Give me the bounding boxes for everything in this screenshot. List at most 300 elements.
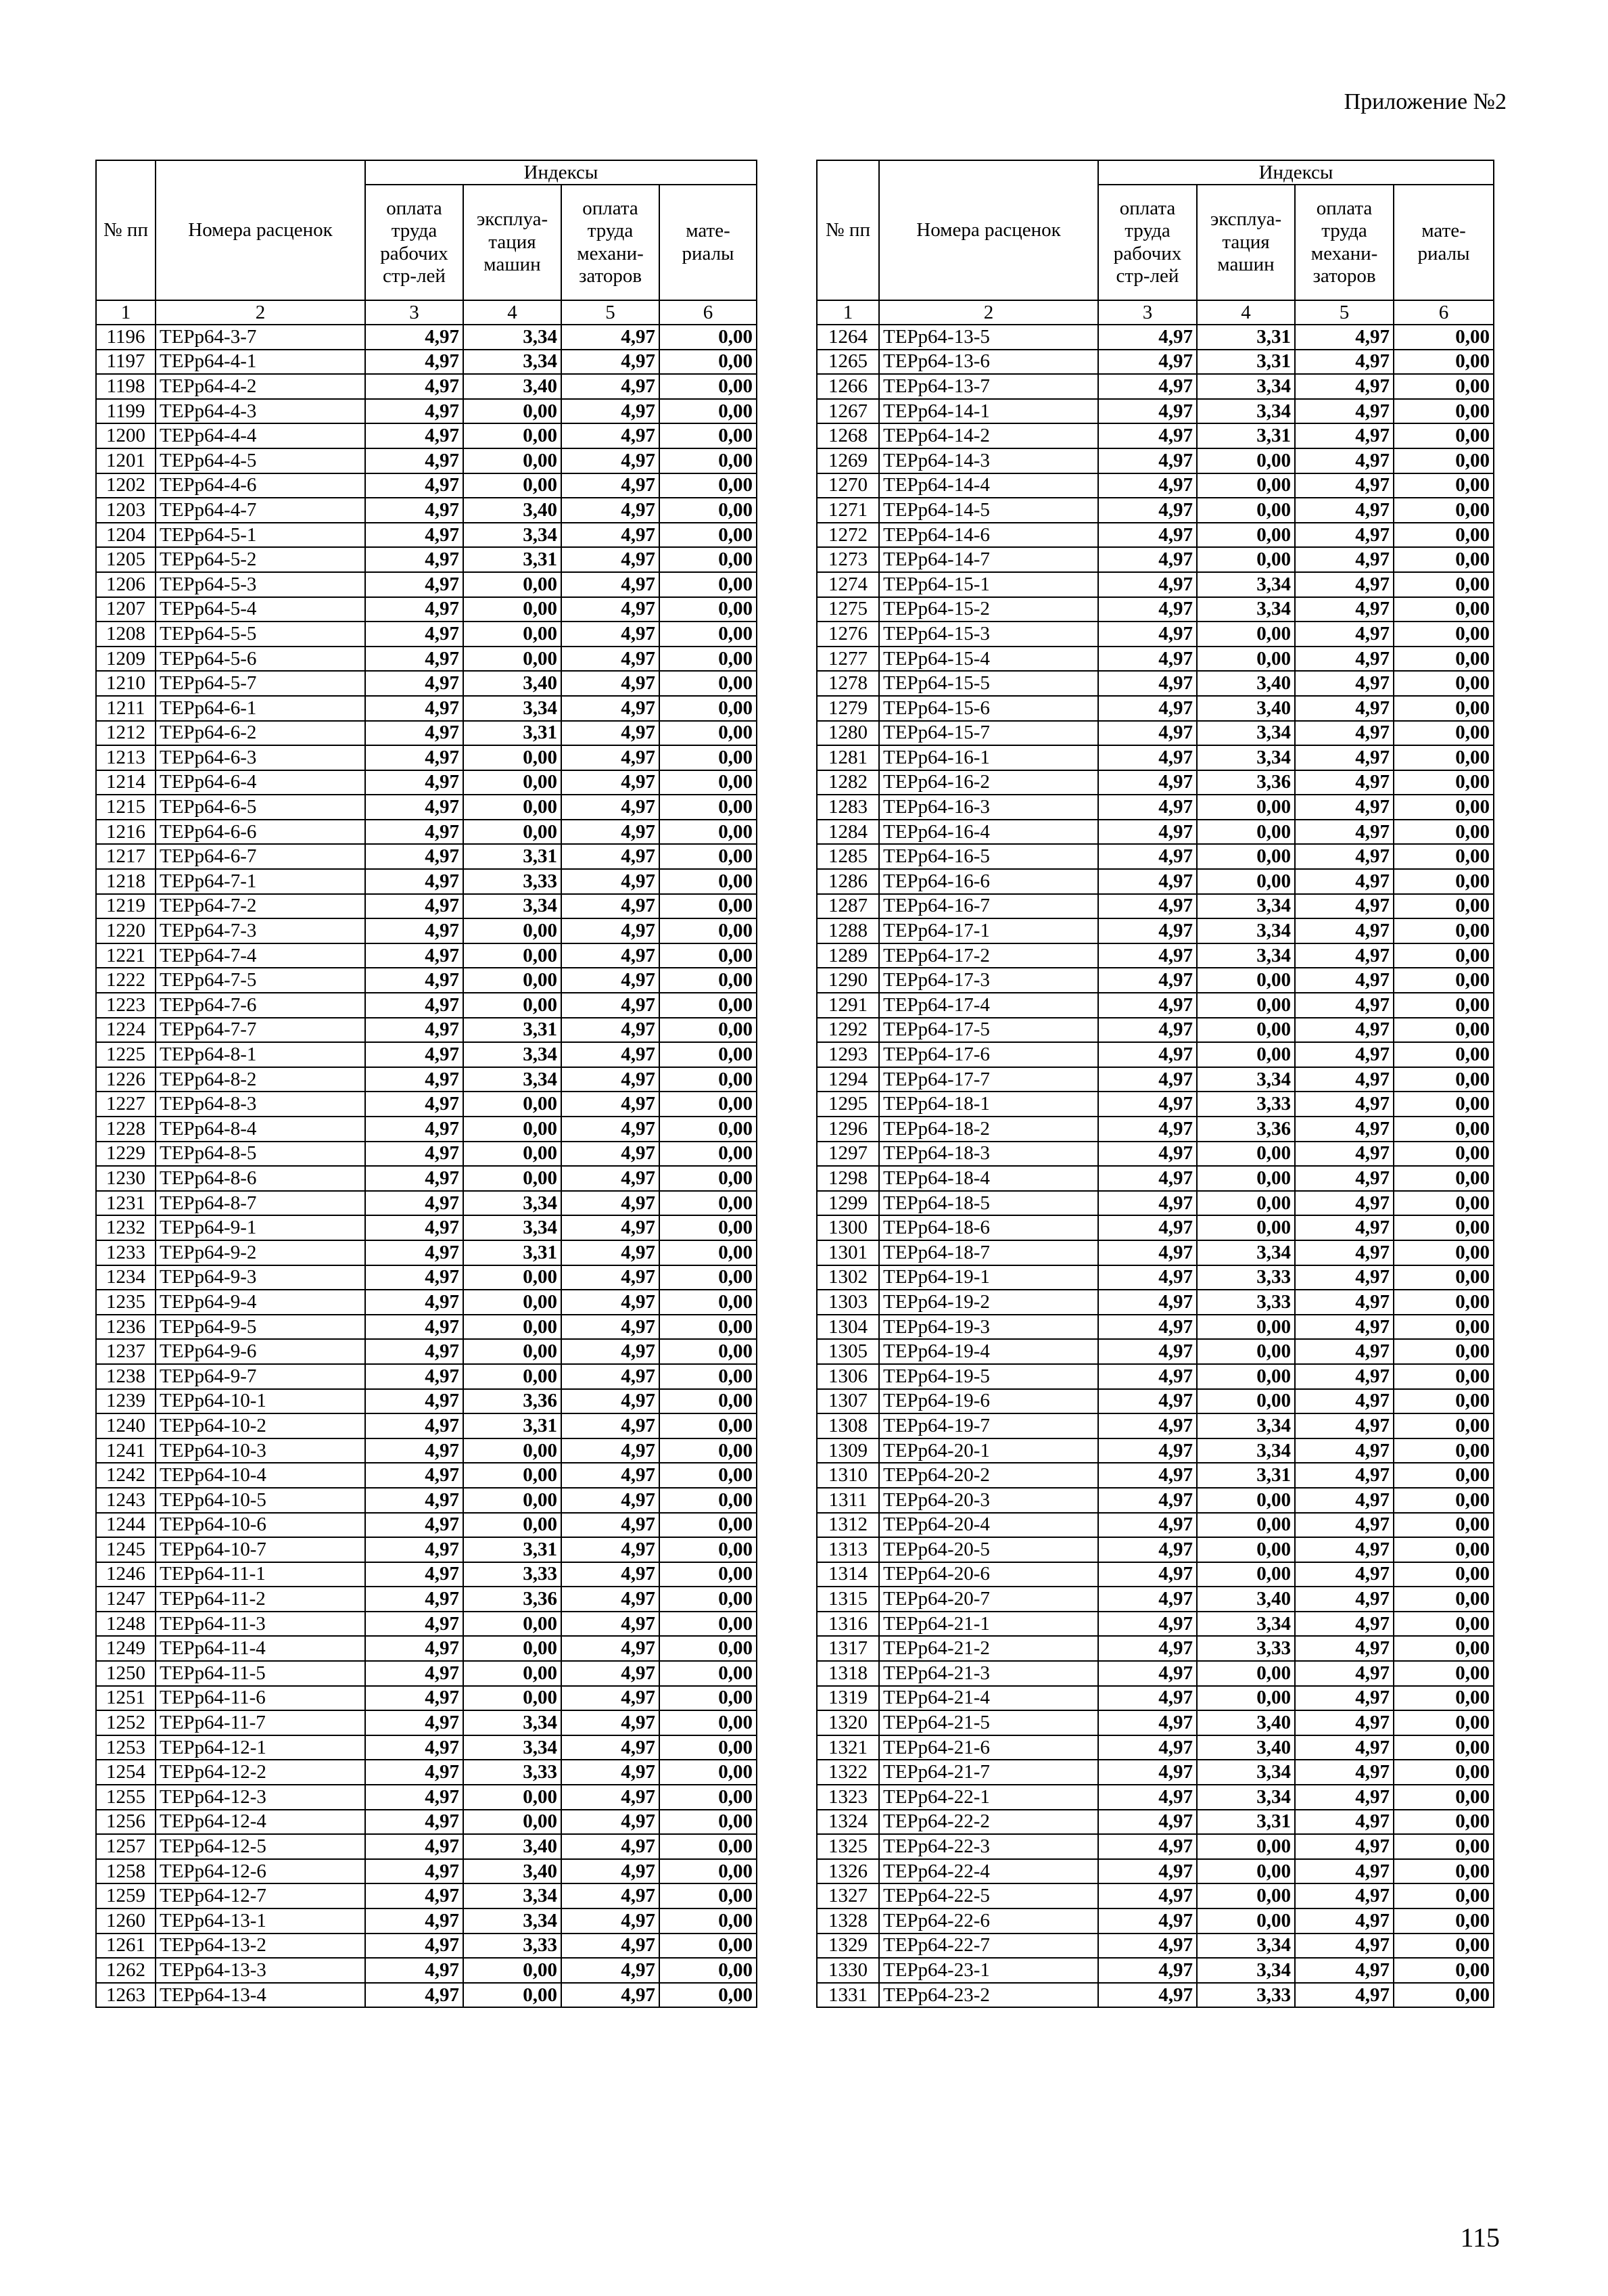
labor-index: 4,97	[1098, 1018, 1197, 1043]
machinist-index: 4,97	[561, 1290, 659, 1315]
table-row	[817, 1883, 1494, 1908]
table-row	[96, 770, 757, 795]
machine-index: 3,31	[1197, 350, 1295, 375]
machinist-index: 4,97	[561, 770, 659, 795]
machinist-index: 4,97	[561, 1636, 659, 1661]
row-number: 1262	[96, 1958, 156, 1983]
materials-index: 0,00	[659, 795, 757, 820]
materials-index: 0,00	[659, 597, 757, 622]
machine-index: 0,00	[463, 647, 561, 672]
rate-code: ТЕРр64-9-7	[156, 1364, 365, 1389]
table-row	[817, 1934, 1494, 1959]
table-row	[817, 399, 1494, 424]
row-number: 1252	[96, 1710, 156, 1735]
machine-index: 0,00	[1197, 1339, 1295, 1364]
machine-index: 0,00	[463, 968, 561, 993]
machine-index: 3,34	[1197, 894, 1295, 919]
labor-index: 4,97	[365, 1883, 463, 1908]
row-number: 1239	[96, 1389, 156, 1414]
materials-index: 0,00	[659, 993, 757, 1018]
rate-code: ТЕРр64-20-1	[879, 1438, 1098, 1463]
machine-index: 3,33	[463, 869, 561, 894]
labor-index: 4,97	[1098, 1883, 1197, 1908]
rate-code: ТЕРр64-19-6	[879, 1389, 1098, 1414]
machinist-index: 4,97	[1295, 1934, 1394, 1959]
labor-index: 4,97	[1098, 1438, 1197, 1463]
labor-index: 4,97	[365, 1661, 463, 1686]
machinist-index: 4,97	[1295, 547, 1394, 572]
machinist-index: 4,97	[561, 1760, 659, 1785]
machine-index: 3,34	[1197, 721, 1295, 746]
labor-index: 4,97	[365, 1018, 463, 1043]
rate-code: ТЕРр64-16-1	[879, 745, 1098, 770]
materials-index: 0,00	[1394, 473, 1494, 498]
page-number: 115	[1460, 2222, 1500, 2253]
rate-code: ТЕРр64-13-4	[156, 1983, 365, 2008]
labor-index: 4,97	[1098, 1191, 1197, 1216]
table-row	[96, 1983, 757, 2008]
header-materials: мате- риалы	[659, 185, 757, 300]
rate-code: ТЕРр64-18-5	[879, 1191, 1098, 1216]
machinist-index: 4,97	[561, 696, 659, 721]
labor-index: 4,97	[365, 350, 463, 375]
machine-index: 0,00	[1197, 1686, 1295, 1711]
table-row	[96, 1513, 757, 1538]
table-row	[96, 820, 757, 845]
rate-code: ТЕРр64-16-5	[879, 844, 1098, 869]
machinist-index: 4,97	[1295, 622, 1394, 647]
row-number: 1301	[817, 1240, 879, 1265]
table-row	[96, 325, 757, 350]
machine-index: 0,00	[1197, 1661, 1295, 1686]
machinist-index: 4,97	[561, 399, 659, 424]
row-number: 1284	[817, 820, 879, 845]
machinist-index: 4,97	[561, 1067, 659, 1092]
machine-index: 0,00	[463, 1364, 561, 1389]
machine-index: 3,40	[463, 498, 561, 523]
machine-index: 3,34	[1197, 1612, 1295, 1637]
rate-code: ТЕРр64-18-7	[879, 1240, 1098, 1265]
machinist-index: 4,97	[561, 844, 659, 869]
machinist-index: 4,97	[1295, 1587, 1394, 1612]
materials-index: 0,00	[1394, 918, 1494, 943]
colnum: 2	[879, 300, 1098, 325]
machinist-index: 4,97	[1295, 1859, 1394, 1884]
table-row	[817, 1364, 1494, 1389]
table-row	[817, 1834, 1494, 1859]
machine-index: 0,00	[1197, 968, 1295, 993]
materials-index: 0,00	[1394, 1587, 1494, 1612]
materials-index: 0,00	[659, 894, 757, 919]
row-number: 1304	[817, 1315, 879, 1340]
labor-index: 4,97	[1098, 745, 1197, 770]
materials-index: 0,00	[1394, 1117, 1494, 1142]
table-row	[96, 1265, 757, 1290]
rate-code: ТЕРр64-12-7	[156, 1883, 365, 1908]
machinist-index: 4,97	[1295, 448, 1394, 473]
materials-index: 0,00	[659, 1859, 757, 1884]
rate-code: ТЕРр64-5-2	[156, 547, 365, 572]
machine-index: 0,00	[463, 1983, 561, 2008]
machinist-index: 4,97	[561, 1463, 659, 1488]
machinist-index: 4,97	[561, 1710, 659, 1735]
materials-index: 0,00	[1394, 770, 1494, 795]
labor-index: 4,97	[1098, 622, 1197, 647]
machine-index: 3,31	[463, 844, 561, 869]
materials-index: 0,00	[659, 1760, 757, 1785]
rate-code: ТЕРр64-17-3	[879, 968, 1098, 993]
materials-index: 0,00	[1394, 894, 1494, 919]
machinist-index: 4,97	[561, 350, 659, 375]
table-row	[96, 1735, 757, 1760]
table-row	[96, 473, 757, 498]
materials-index: 0,00	[659, 1067, 757, 1092]
machinist-index: 4,97	[1295, 1983, 1394, 2008]
rate-code: ТЕРр64-7-6	[156, 993, 365, 1018]
materials-index: 0,00	[659, 1339, 757, 1364]
machinist-index: 4,97	[561, 374, 659, 399]
row-number: 1293	[817, 1042, 879, 1067]
machine-index: 0,00	[1197, 844, 1295, 869]
row-number: 1226	[96, 1067, 156, 1092]
rate-code: ТЕРр64-5-3	[156, 572, 365, 597]
materials-index: 0,00	[659, 1265, 757, 1290]
table-row	[817, 622, 1494, 647]
machine-index: 3,31	[1197, 423, 1295, 448]
machine-index: 3,36	[463, 1587, 561, 1612]
row-number: 1297	[817, 1142, 879, 1167]
labor-index: 4,97	[1098, 1092, 1197, 1117]
row-number: 1199	[96, 399, 156, 424]
row-number: 1295	[817, 1092, 879, 1117]
rate-code: ТЕРр64-15-1	[879, 572, 1098, 597]
materials-index: 0,00	[659, 399, 757, 424]
row-number: 1218	[96, 869, 156, 894]
machine-index: 3,34	[463, 1191, 561, 1216]
table-row	[817, 1315, 1494, 1340]
row-number: 1240	[96, 1413, 156, 1438]
machine-index: 3,34	[463, 1710, 561, 1735]
labor-index: 4,97	[1098, 523, 1197, 548]
labor-index: 4,97	[365, 968, 463, 993]
materials-index: 0,00	[1394, 1290, 1494, 1315]
machinist-index: 4,97	[561, 1339, 659, 1364]
machinist-index: 4,97	[561, 1859, 659, 1884]
rate-code: ТЕРр64-21-6	[879, 1735, 1098, 1760]
table-row	[817, 1636, 1494, 1661]
machinist-index: 4,97	[561, 869, 659, 894]
machine-index: 3,34	[1197, 1934, 1295, 1959]
rate-code: ТЕРр64-13-5	[879, 325, 1098, 350]
machine-index: 3,40	[1197, 1710, 1295, 1735]
materials-index: 0,00	[1394, 1389, 1494, 1414]
row-number: 1317	[817, 1636, 879, 1661]
row-number: 1200	[96, 423, 156, 448]
materials-index: 0,00	[1394, 1067, 1494, 1092]
rate-code: ТЕРр64-4-2	[156, 374, 365, 399]
rate-code: ТЕРр64-6-4	[156, 770, 365, 795]
machine-index: 0,00	[463, 943, 561, 968]
row-number: 1225	[96, 1042, 156, 1067]
machine-index: 3,34	[1197, 572, 1295, 597]
machinist-index: 4,97	[561, 1389, 659, 1414]
machinist-index: 4,97	[561, 325, 659, 350]
labor-index: 4,97	[365, 1240, 463, 1265]
table-row	[817, 770, 1494, 795]
materials-index: 0,00	[659, 1018, 757, 1043]
rate-code: ТЕРр64-17-2	[879, 943, 1098, 968]
materials-index: 0,00	[659, 844, 757, 869]
labor-index: 4,97	[1098, 894, 1197, 919]
machine-index: 3,34	[463, 1042, 561, 1067]
labor-index: 4,97	[1098, 1488, 1197, 1513]
materials-index: 0,00	[1394, 1883, 1494, 1908]
machinist-index: 4,97	[561, 1834, 659, 1859]
materials-index: 0,00	[659, 1612, 757, 1637]
labor-index: 4,97	[1098, 1413, 1197, 1438]
materials-index: 0,00	[1394, 1760, 1494, 1785]
labor-index: 4,97	[1098, 547, 1197, 572]
rate-code: ТЕРр64-8-1	[156, 1042, 365, 1067]
materials-index: 0,00	[659, 1661, 757, 1686]
labor-index: 4,97	[365, 1488, 463, 1513]
table-row	[817, 1117, 1494, 1142]
rate-code: ТЕРр64-19-3	[879, 1315, 1098, 1340]
machinist-index: 4,97	[1295, 968, 1394, 993]
machine-index: 0,00	[1197, 1389, 1295, 1414]
row-number: 1228	[96, 1117, 156, 1142]
header-machines: эксплуа- тация машин	[463, 185, 561, 300]
machine-index: 0,00	[463, 473, 561, 498]
table-row	[817, 1587, 1494, 1612]
table-row	[96, 523, 757, 548]
rate-code: ТЕРр64-15-4	[879, 647, 1098, 672]
table-row	[817, 820, 1494, 845]
labor-index: 4,97	[1098, 1117, 1197, 1142]
rate-code: ТЕРр64-12-2	[156, 1760, 365, 1785]
machinist-index: 4,97	[561, 1983, 659, 2008]
materials-index: 0,00	[1394, 448, 1494, 473]
machinist-index: 4,97	[561, 1735, 659, 1760]
machine-index: 3,36	[463, 1389, 561, 1414]
row-number: 1210	[96, 671, 156, 696]
row-number: 1270	[817, 473, 879, 498]
machinist-index: 4,97	[1295, 844, 1394, 869]
header-code: Номера расценок	[156, 160, 365, 300]
table-row	[817, 1562, 1494, 1587]
machine-index: 3,33	[1197, 1983, 1295, 2008]
materials-index: 0,00	[659, 1834, 757, 1859]
machinist-index: 4,97	[561, 894, 659, 919]
rate-code: ТЕРр64-14-5	[879, 498, 1098, 523]
machine-index: 0,00	[463, 597, 561, 622]
table-row	[817, 1983, 1494, 2008]
machinist-index: 4,97	[1295, 1513, 1394, 1538]
rate-code: ТЕРр64-8-3	[156, 1092, 365, 1117]
machinist-index: 4,97	[1295, 1438, 1394, 1463]
table-row	[96, 1315, 757, 1340]
row-number: 1253	[96, 1735, 156, 1760]
machine-index: 3,34	[463, 1908, 561, 1934]
labor-index: 4,97	[1098, 968, 1197, 993]
materials-index: 0,00	[1394, 1958, 1494, 1983]
table-row	[96, 943, 757, 968]
machine-index: 3,31	[463, 721, 561, 746]
table-row	[817, 647, 1494, 672]
row-number: 1271	[817, 498, 879, 523]
materials-index: 0,00	[1394, 1636, 1494, 1661]
materials-index: 0,00	[1394, 1142, 1494, 1167]
machine-index: 0,00	[463, 1142, 561, 1167]
rate-code: ТЕРр64-17-5	[879, 1018, 1098, 1043]
rate-code: ТЕРр64-22-5	[879, 1883, 1098, 1908]
materials-index: 0,00	[659, 473, 757, 498]
labor-index: 4,97	[365, 1834, 463, 1859]
machine-index: 3,40	[463, 1834, 561, 1859]
machinist-index: 4,97	[1295, 770, 1394, 795]
machine-index: 0,00	[463, 1686, 561, 1711]
materials-index: 0,00	[659, 696, 757, 721]
labor-index: 4,97	[1098, 770, 1197, 795]
rate-code: ТЕРр64-20-6	[879, 1562, 1098, 1587]
table-row	[96, 1117, 757, 1142]
machine-index: 0,00	[463, 1290, 561, 1315]
materials-index: 0,00	[659, 1042, 757, 1067]
index-table-left	[95, 160, 757, 2008]
materials-index: 0,00	[659, 647, 757, 672]
materials-index: 0,00	[1394, 647, 1494, 672]
machinist-index: 4,97	[1295, 399, 1394, 424]
materials-index: 0,00	[1394, 1215, 1494, 1240]
materials-index: 0,00	[1394, 1908, 1494, 1934]
rate-code: ТЕРр64-20-5	[879, 1537, 1098, 1562]
row-number: 1247	[96, 1587, 156, 1612]
machine-index: 3,34	[463, 1735, 561, 1760]
machinist-index: 4,97	[1295, 1883, 1394, 1908]
machine-index: 3,33	[463, 1934, 561, 1959]
machinist-index: 4,97	[1295, 795, 1394, 820]
labor-index: 4,97	[365, 1067, 463, 1092]
machinist-index: 4,97	[561, 1488, 659, 1513]
machinist-index: 4,97	[561, 523, 659, 548]
table-row	[817, 1859, 1494, 1884]
machinist-index: 4,97	[561, 423, 659, 448]
materials-index: 0,00	[1394, 1315, 1494, 1340]
table-row	[817, 473, 1494, 498]
machine-index: 3,31	[1197, 325, 1295, 350]
table-row	[817, 1067, 1494, 1092]
labor-index: 4,97	[1098, 473, 1197, 498]
row-number: 1319	[817, 1686, 879, 1711]
header-code: Номера расценок	[879, 160, 1098, 300]
labor-index: 4,97	[365, 547, 463, 572]
colnum: 4	[463, 300, 561, 325]
labor-index: 4,97	[1098, 1908, 1197, 1934]
machine-index: 3,40	[463, 1859, 561, 1884]
machine-index: 3,34	[463, 350, 561, 375]
row-number: 1244	[96, 1513, 156, 1538]
row-number: 1203	[96, 498, 156, 523]
machinist-index: 4,97	[1295, 1463, 1394, 1488]
table-row	[96, 374, 757, 399]
table-row	[96, 1785, 757, 1810]
machine-index: 3,33	[1197, 1265, 1295, 1290]
labor-index: 4,97	[365, 1958, 463, 1983]
materials-index: 0,00	[1394, 820, 1494, 845]
machine-index: 0,00	[463, 1166, 561, 1191]
machine-index: 0,00	[463, 795, 561, 820]
row-number: 1235	[96, 1290, 156, 1315]
labor-index: 4,97	[1098, 1983, 1197, 2008]
rate-code: ТЕРр64-6-6	[156, 820, 365, 845]
machinist-index: 4,97	[561, 597, 659, 622]
machinist-index: 4,97	[1295, 473, 1394, 498]
table-row	[817, 1463, 1494, 1488]
machinist-index: 4,97	[561, 1661, 659, 1686]
labor-index: 4,97	[1098, 1958, 1197, 1983]
table-row	[96, 547, 757, 572]
machine-index: 0,00	[463, 1117, 561, 1142]
machine-index: 0,00	[463, 1810, 561, 1835]
row-number: 1331	[817, 1983, 879, 2008]
machine-index: 0,00	[1197, 547, 1295, 572]
row-number: 1216	[96, 820, 156, 845]
rate-code: ТЕРр64-6-2	[156, 721, 365, 746]
machine-index: 3,34	[1197, 1067, 1295, 1092]
labor-index: 4,97	[365, 844, 463, 869]
machinist-index: 4,97	[1295, 1710, 1394, 1735]
table-row	[817, 325, 1494, 350]
row-number: 1302	[817, 1265, 879, 1290]
row-number: 1246	[96, 1562, 156, 1587]
materials-index: 0,00	[659, 671, 757, 696]
rate-code: ТЕРр64-13-1	[156, 1908, 365, 1934]
rate-code: ТЕРр64-8-5	[156, 1142, 365, 1167]
rate-code: ТЕРр64-7-1	[156, 869, 365, 894]
machinist-index: 4,97	[561, 473, 659, 498]
table-row	[817, 1215, 1494, 1240]
row-number: 1229	[96, 1142, 156, 1167]
row-number: 1230	[96, 1166, 156, 1191]
machinist-index: 4,97	[1295, 1166, 1394, 1191]
rate-code: ТЕРр64-14-6	[879, 523, 1098, 548]
table-row	[96, 1463, 757, 1488]
table-row	[96, 1092, 757, 1117]
materials-index: 0,00	[659, 918, 757, 943]
row-number: 1324	[817, 1810, 879, 1835]
table-row	[96, 1958, 757, 1983]
labor-index: 4,97	[365, 1166, 463, 1191]
table-row	[96, 1908, 757, 1934]
machine-index: 0,00	[463, 1463, 561, 1488]
row-number: 1205	[96, 547, 156, 572]
machine-index: 3,34	[463, 1215, 561, 1240]
materials-index: 0,00	[1394, 696, 1494, 721]
table-row	[96, 894, 757, 919]
materials-index: 0,00	[659, 523, 757, 548]
machine-index: 0,00	[463, 993, 561, 1018]
table-row	[817, 448, 1494, 473]
header-indexes: Индексы	[1098, 160, 1494, 185]
rate-code: ТЕРр64-23-1	[879, 1958, 1098, 1983]
machine-index: 3,34	[463, 696, 561, 721]
rate-code: ТЕРр64-4-7	[156, 498, 365, 523]
materials-index: 0,00	[1394, 745, 1494, 770]
labor-index: 4,97	[1098, 325, 1197, 350]
row-number: 1263	[96, 1983, 156, 2008]
labor-index: 4,97	[1098, 993, 1197, 1018]
rate-code: ТЕРр64-15-3	[879, 622, 1098, 647]
